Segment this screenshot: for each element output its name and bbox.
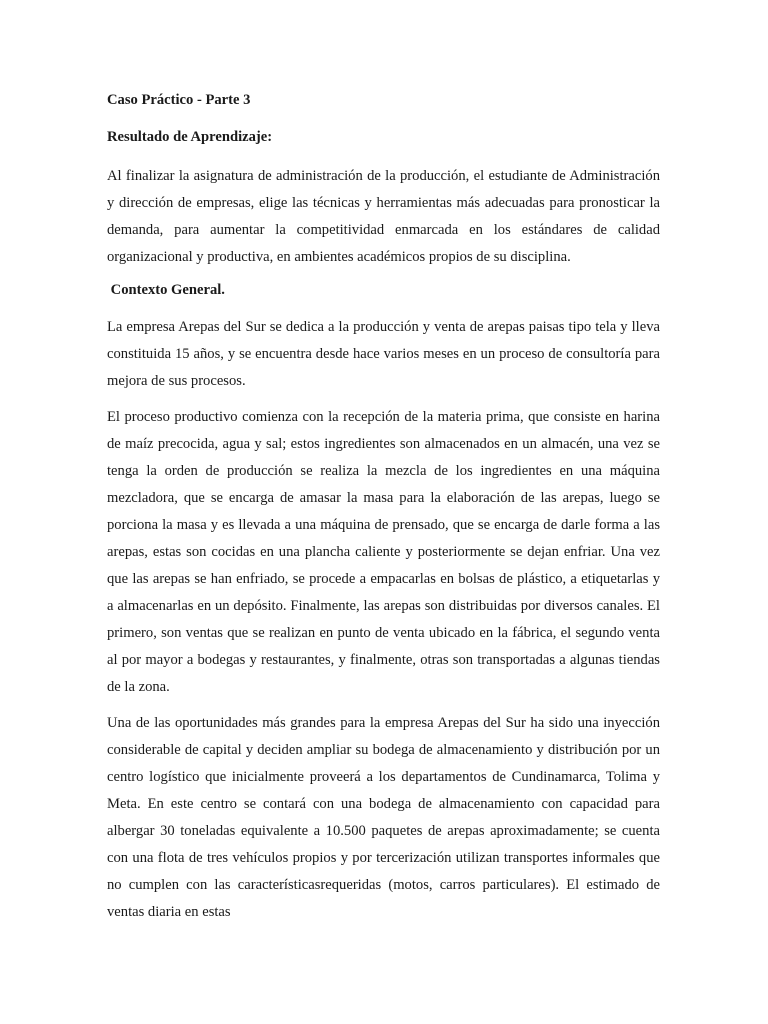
context-paragraph-1: La empresa Arepas del Sur se dedica a la producción y venta de arepas paisas tipo tela y lleva constituida 15 años, y se encuentra desde hace varios meses en un proceso de consultoría para mejora de sus procesos.: [107, 319, 660, 389]
learning-outcome-heading: Resultado de Aprendizaje:: [107, 129, 273, 145]
learning-outcome-paragraph: Al finalizar la asignatura de administración de la producción, el estudiante de Administración y dirección de empresas, elige las técnicas y herramientas más adecuadas para pronosticar la demanda, para aumentar la competitividad enmarcada en los estándares de calidad organizacional y productiva, en ambientes académicos propios de su disciplina.: [107, 168, 660, 265]
context-paragraph-2: El proceso productivo comienza con la recepción de la materia prima, que consiste en harina de maíz precocida, agua y sal; estos ingredientes son almacenados en un almacén, una vez se tenga la orden de producción se realiza la mezcla de los ingredientes en una máquina mezcladora, que se encarga de amasar la masa para la elaboración de las arepas, luego se porciona la masa y es llevada a una máquina de prensado, que se encarga de darle forma a las arepas, estas son cocidas en una plancha caliente y posteriormente se dejan enfriar. Una vez que las arepas se han enfriado, se procede a empacarlas en bolsas de plástico, a etiquetarlas y a almacenarlas en un depósito. Finalmente, las arepas son distribuidas por diversos canales. El primero, son ventas que se realizan en punto de venta ubicado en la fábrica, el segundo venta al por mayor a bodegas y restaurantes, y finalmente, otras son transportadas a algunas tiendas de la zona.: [107, 409, 660, 695]
document-body: [107, 90, 660, 926]
context-heading: Contexto General.: [107, 282, 225, 298]
document-title: Caso Práctico - Parte 3: [107, 92, 251, 108]
context-paragraph-3: Una de las oportunidades más grandes para la empresa Arepas del Sur ha sido una inyección considerable de capital y deciden ampliar su bodega de almacenamiento y distribución por un centro logístico que inicialmente proveerá a los departamentos de Cundinamarca, Tolima y Meta. En este centro se contará con una bodega de almacenamiento con capacidad para albergar 30 toneladas equivalente a 10.500 paquetes de arepas aproximadamente; se cuenta con una flota de tres vehículos propios y por tercerización utilizan transportes informales que no cumplen con las característicasrequeridas (motos, carros particulares). El estimado de ventas diaria en estas: [107, 715, 660, 920]
